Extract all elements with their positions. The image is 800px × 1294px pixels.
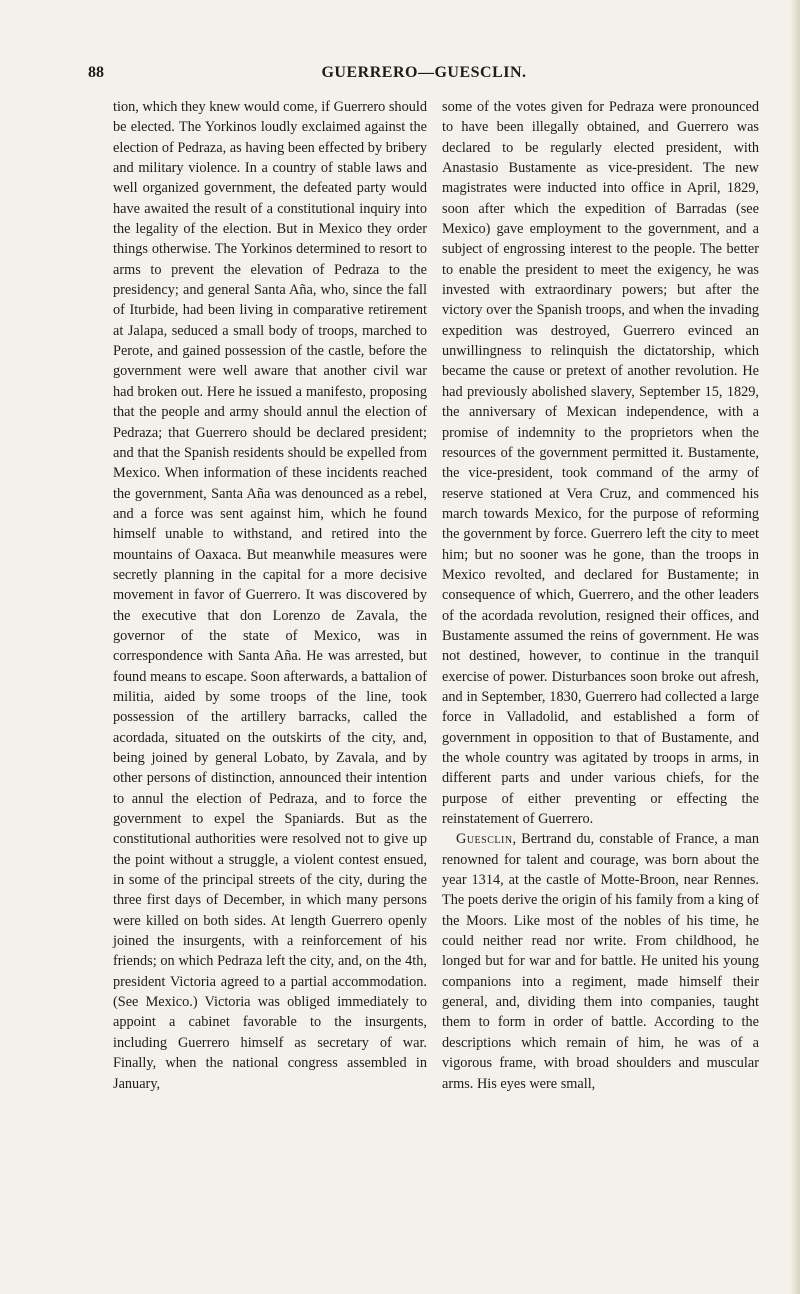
running-head: GUERRERO—GUESCLIN. — [321, 64, 527, 81]
left-column-text: tion, which they knew would come, if Guerrero should be elected. The Yorkinos loudly exclaimed against the election of Pedraza, as having been effected by bribery and military violence. In a country of stable laws and well organized government, the defeated party would have awaited the result of a constitutional inquiry into the legality of the election. But in Mexico they order things otherwise. The Yorkinos determined to resort to arms to prevent the elevation of Pedraza to the presidency; and general Santa Aña, who, since the fall of Iturbide, had been living in comparative retirement at Jalapa, seduced a small body of troops, marched to Perote, and gained possession of the castle, before the government were well aware that another civil war had broken out. Here he issued a manifesto, proposing that the people and army should annul the election of Pedraza; that Guerrero should be declared president; and that the Spanish residents should be expelled from Mexico. When information of these incidents reached the government, Santa Aña was denounced as a rebel, and a force was sent against him, which he found himself unable to withstand, and retired into the mountains of Oaxaca. But meanwhile measures were secretly planning in the capital for a more decisive movement in favor of Guerrero. It was discovered by the executive that don Lorenzo de Zavala, the governor of the state of Mexico, was in correspondence with Santa Aña. He was arrested, but found means to escape. Soon afterwards, a battalion of militia, aided by some troops of the line, took possession of the artillery barracks, called the acordada, situated on the outskirts of the city, and, being joined by general Lobato, by Zavala, and by other persons of distinction, announced their intention to annul the election of Pedraza, and to force the government to expel the Spaniards. But as the constitutional authorities were resolved not to give up the point without a struggle, a violent contest ensued, in some of the principal streets of the city, during the three first days of December, in which many persons were killed on both sides. At length Guerrero openly joined the insurgents, with a reinforcement of his friends; on which Pedraza left the city, and, on the 4th, president Victoria agreed to a partial accommodation. (See Mexico.) Victoria was obliged immediately to appoint a cabinet favorable to the insurgents, including Guerrero himself as secretary of war. Finally, when the national congress assembled in January, — [113, 99, 427, 1092]
left-column — [113, 97, 427, 1094]
entry-text: , Bertrand du, constable of France, a man renowned for talent and courage, was born about the year 1314, at the castle of Motte-Broon, near Rennes. The poets derive the origin of his family from a king of the Moors. Like most of the nobles of his time, he could neither read nor write. From childhood, he longed but for war and for battle. He united his young companions into a regiment, made himself their general, and, dividing them into companies, taught them to form in order of battle. According to the descriptions which remain of him, he was of a vigorous frame, with broad shoulders and muscular arms. His eyes were small, — [442, 831, 759, 1092]
right-column — [442, 97, 759, 1094]
page-edge-shadow — [790, 0, 800, 1294]
entry-headword: Guesclin — [456, 831, 513, 848]
page-number: 88 — [88, 64, 104, 81]
page-header — [88, 64, 760, 88]
right-column-paragraph-1: some of the votes given for Pedraza were pronounced to have been illegally obtained, and Guerrero was declared to be regularly elected president, with Anastasio Bustamente as vice-president. The new magistrates were inducted into office in April, 1829, soon after which the expedition of Barradas (see Mexico) gave employment to the government, and a subject of engrossing interest to the people. The better to enable the president to meet the exigency, he was invested with extraordinary powers; but after the victory over the Spanish troops, and when the invading expedition was destroyed, Guerrero evinced an unwillingness to relinquish the dictatorship, which became the cause or pretext of another revolution. He had previously abolished slavery, September 15, 1829, the anniversary of Mexican independence, with a promise of indemnity to the proprietors when the resources of the government permitted it. Bustamente, the vice-president, took command of the army of reserve stationed at Vera Cruz, and commenced his march towards Mexico, for the purpose of reforming the government by force. Guerrero left the city to meet him; but no sooner was he gone, than the troops in Mexico revolted, and declared for Bustamente; in consequence of which, Guerrero, and the other leaders of the acordada revolution, resigned their offices, and Bustamente assumed the reins of government. He was not destined, however, to continue in the tranquil exercise of power. Disturbances soon broke out afresh, and in September, 1830, Guerrero had collected a large force in Valladolid, and established a form of government in opposition to that of Bustamente, and the whole country was agitated by troops in arms, in different parts and under various chiefs, for the purpose of either preventing or effecting the reinstatement of Guerrero. — [442, 99, 759, 828]
right-column-paragraph-2 — [442, 829, 759, 1093]
